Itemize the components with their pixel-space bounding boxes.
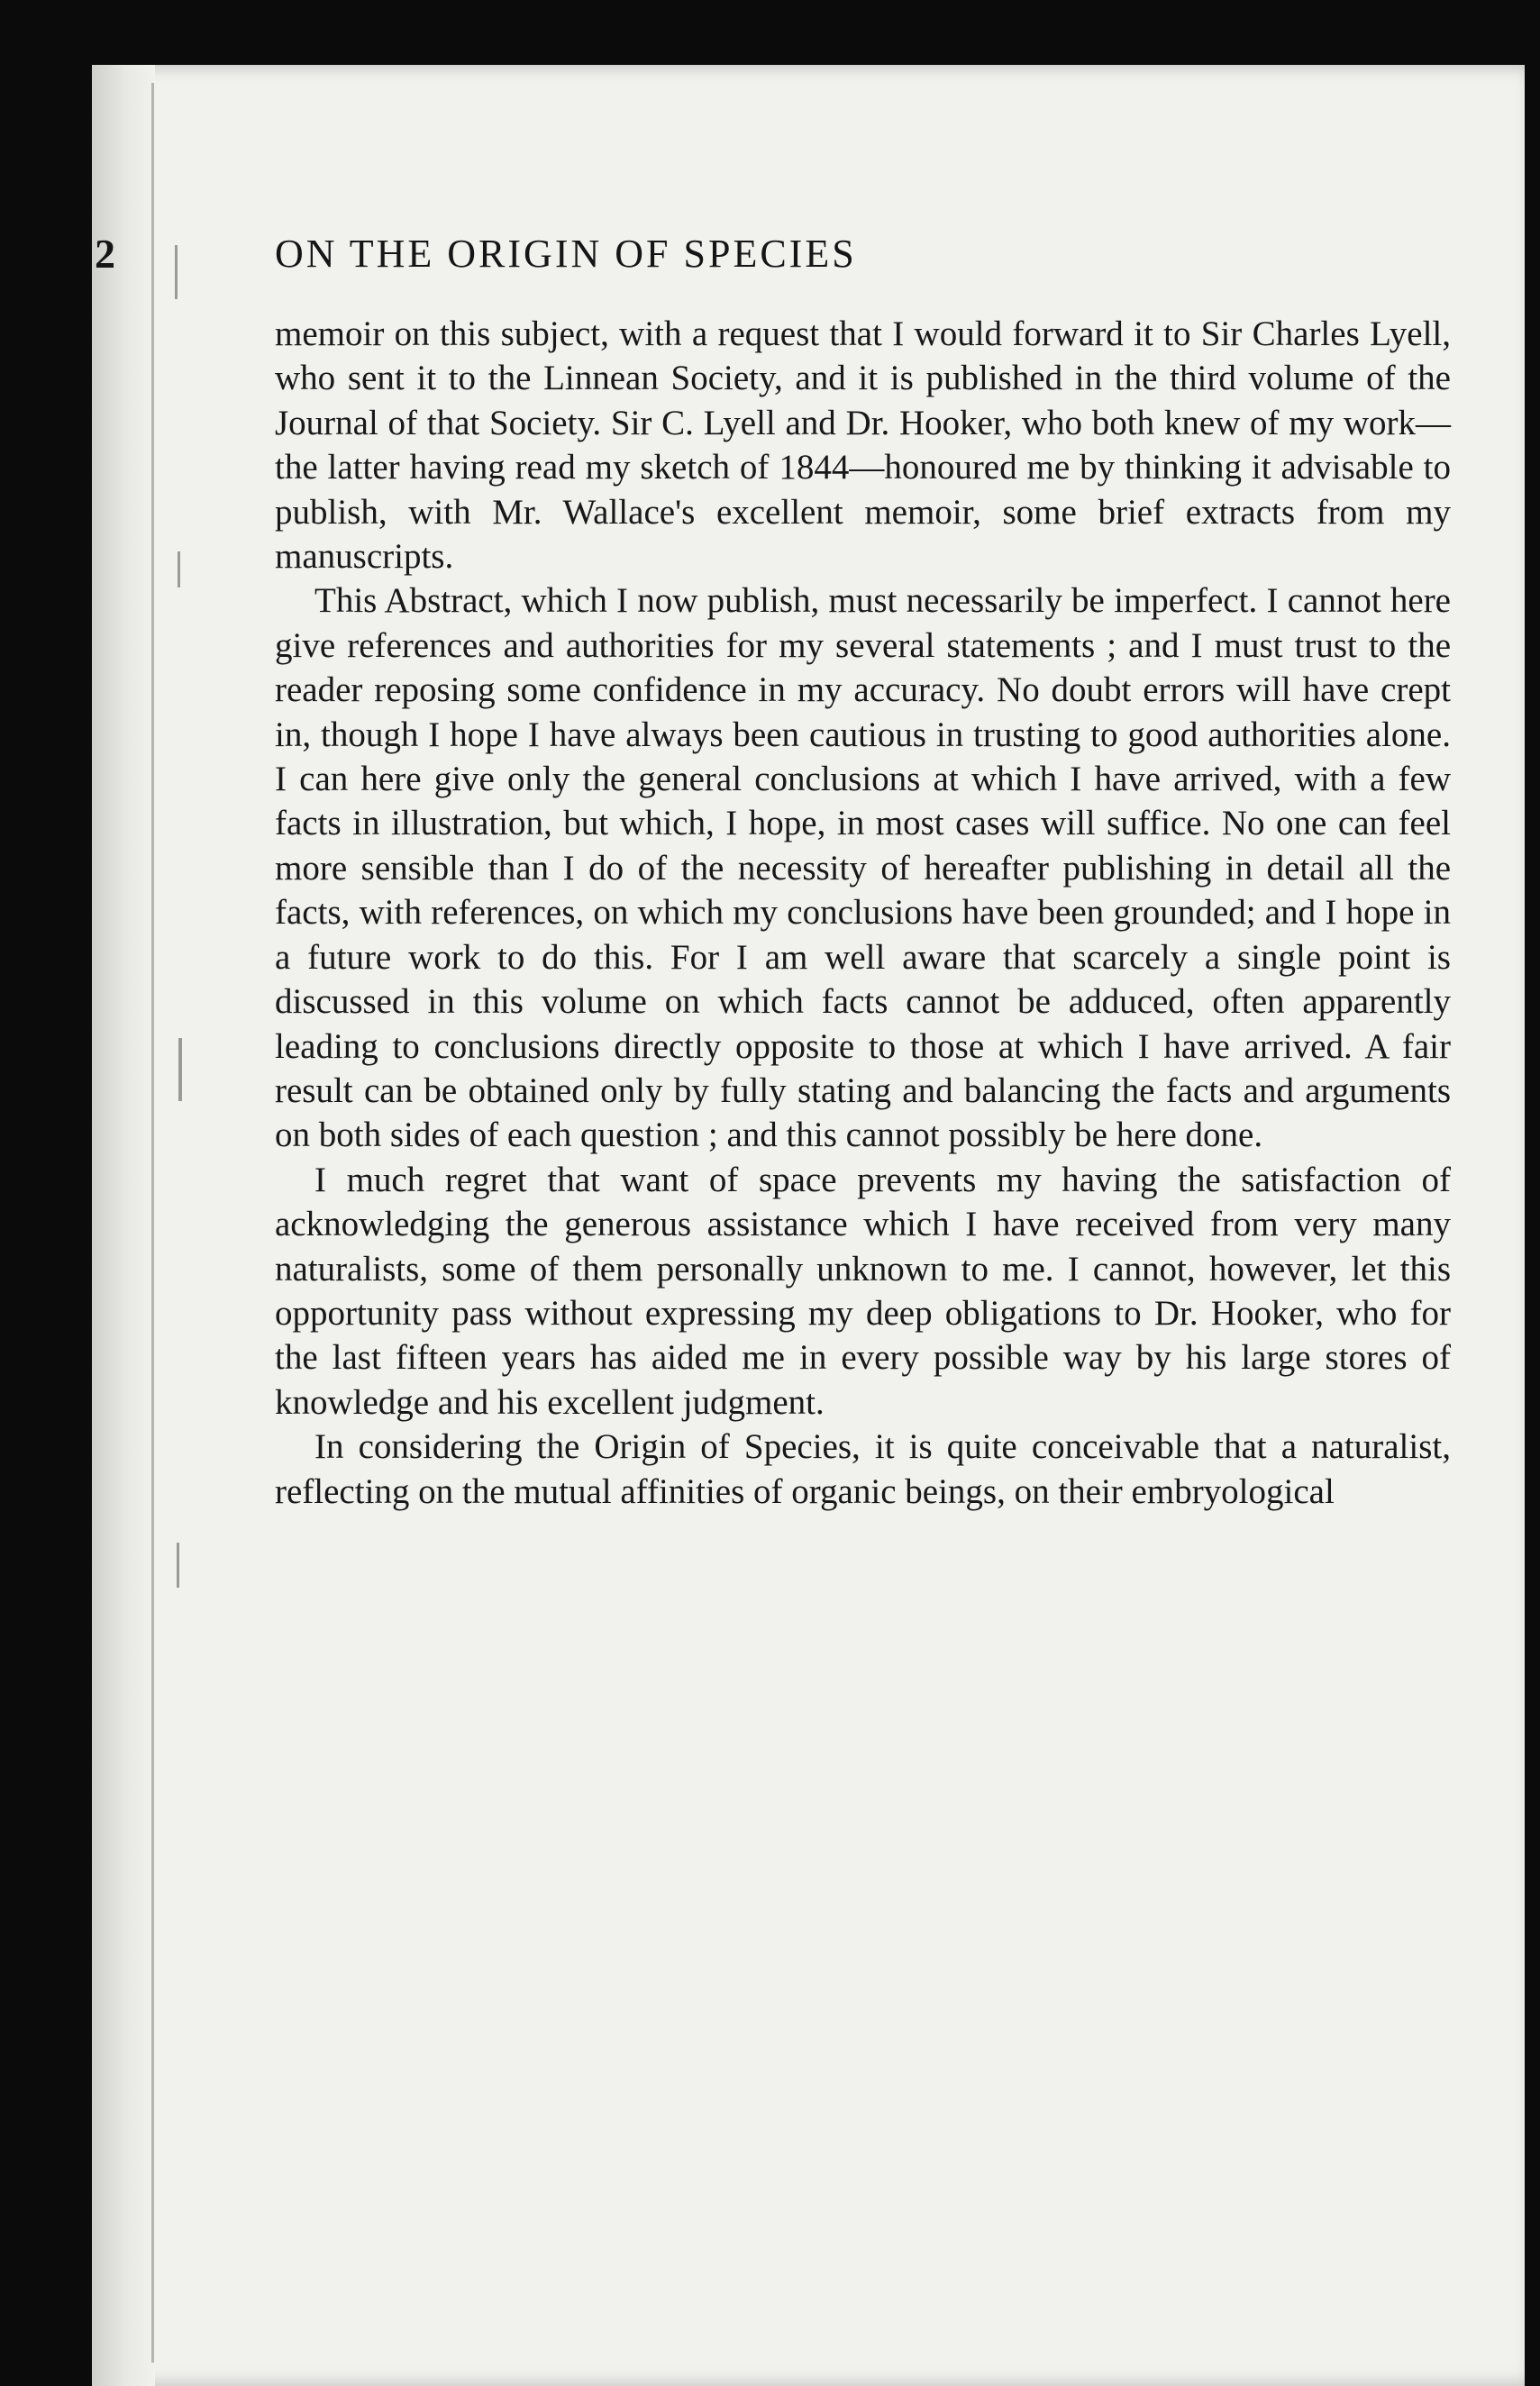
binding-edge — [151, 83, 154, 2363]
paragraph-acknowledgment: I much regret that want of space prevents my having the satisfaction of acknowledging the generous assistance which I have received from very many naturalists, some of them personally unknown to me. I cannot, however, let this opportunity pass without expressing my deep obligations to Dr. Hooker, who for the last fifteen years has aided me in every possible way by his large stores of knowledge and his excellent judgment. — [275, 1160, 1451, 1422]
paragraph-continuation: memoir on this subject, with a request that I would forward it to Sir Charles Lyell, who sent it to the Linnean Society, and it is published in the third volume of the Journal of that Society. Sir C. Lyell and Dr. Hooker, who both knew of my work—the latter having read my sketch of 1844—honoured me by thinking it advisable to publish, with Mr. Wallace's excellent memoir, some brief extracts from my manuscripts. — [275, 314, 1451, 577]
body-text — [275, 312, 1451, 1514]
page-binding — [92, 65, 155, 2386]
paragraph-origin: In considering the Origin of Species, it is quite conceivable that a naturalist, reflecting on the mutual affinities of organic beings, on their embryological — [275, 1427, 1451, 1511]
paragraph-abstract: This Abstract, which I now publish, must necessarily be imperfect. I cannot here give references and authorities for my several statements ; and I must trust to the reader reposing some confidence in my accuracy. No doubt errors will have crept in, though I hope I have always been cautious in trusting to good authorities alone. I can here give only the general conclusions at which I have arrived, with a few facts in illustration, but which, I hope, in most cases will suffice. No one can feel more sensible than I do of the necessity of hereafter publishing in detail all the facts, with references, on which my conclusions have been grounded; and I hope in a future work to do this. For I am well aware that scarcely a single point is discussed in this volume on which facts cannot be adduced, often apparently leading to conclusions directly opposite to those at which I have arrived. A fair result can be obtained only by fully stating and balancing the facts and arguments on both sides of each question ; and this cannot possibly be here done. — [275, 581, 1451, 1155]
scan-mark — [178, 551, 180, 587]
running-title: ON THE ORIGIN OF SPECIES — [275, 232, 857, 276]
scan-mark — [178, 1038, 182, 1101]
scan-mark — [177, 1543, 179, 1588]
scan-mark — [175, 245, 178, 299]
page-number: 2 — [95, 231, 115, 277]
